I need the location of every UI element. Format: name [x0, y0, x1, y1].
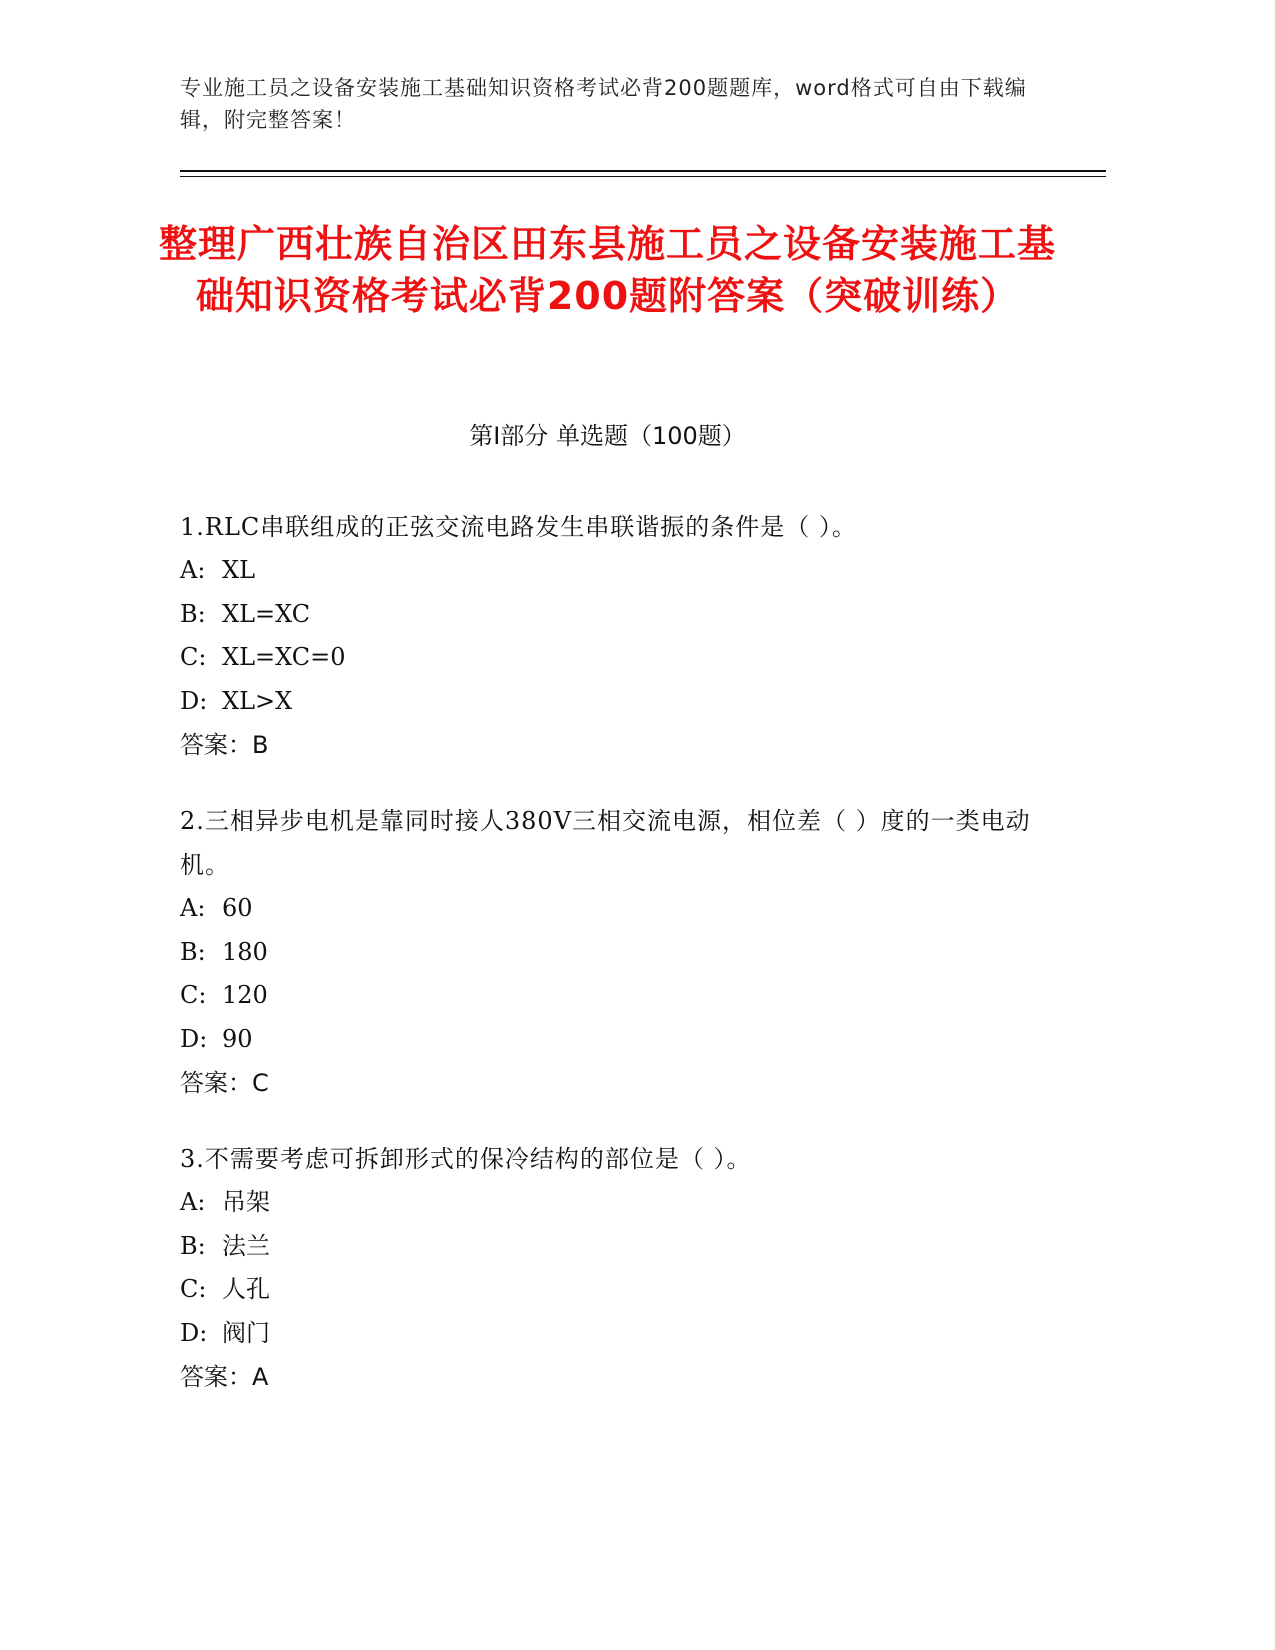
option-b — [180, 593, 1060, 637]
question-item — [180, 505, 1060, 767]
option-letter: B: — [180, 937, 206, 966]
section-title: 第Ⅰ部分 单选题（100题） — [469, 422, 746, 450]
header-rule-thick — [180, 170, 1106, 172]
header-note: 专业施工员之设备安装施工基础知识资格考试必背200题题库，word格式可自由下载编辑，附完整答案！ — [180, 76, 1027, 132]
option-d — [180, 1018, 1060, 1062]
option-letter: B: — [180, 599, 206, 628]
answer-value: A — [252, 1363, 269, 1391]
option-letter: D: — [180, 1318, 208, 1347]
answer-label: 答案： — [180, 1069, 252, 1097]
option-text: 阀门 — [222, 1318, 270, 1347]
option-text: XL>X — [222, 686, 293, 715]
answer-line — [180, 1355, 1060, 1399]
document-title: 整理广西壮族自治区田东县施工员之设备安装施工基础知识资格考试必背200题附答案（突破训练） — [158, 222, 1056, 318]
option-c — [180, 974, 1060, 1018]
option-letter: A: — [180, 1188, 206, 1216]
option-a — [180, 549, 1060, 593]
option-b — [180, 1225, 1060, 1269]
option-text: 60 — [222, 894, 253, 922]
option-letter: A: — [180, 556, 206, 584]
option-text: 180 — [222, 937, 268, 966]
answer-label: 答案： — [180, 731, 252, 759]
answer-value: B — [252, 731, 269, 759]
header-rule-thin — [180, 176, 1106, 177]
question-stem: 3.不需要考虑可拆卸形式的保冷结构的部位是（ ）。 — [180, 1145, 752, 1173]
option-c — [180, 1268, 1060, 1312]
option-letter: C: — [180, 981, 207, 1009]
option-a — [180, 1181, 1060, 1225]
option-text: XL=XC — [222, 599, 311, 628]
option-text: 人孔 — [222, 1275, 270, 1303]
option-letter: D: — [180, 686, 208, 715]
answer-line — [180, 1061, 1060, 1105]
option-text: 90 — [222, 1024, 253, 1053]
answer-label: 答案： — [180, 1363, 252, 1391]
option-c — [180, 636, 1060, 680]
option-letter: C: — [180, 643, 207, 671]
option-letter: C: — [180, 1275, 207, 1303]
question-stem: 2.三相异步电机是靠同时接人380V三相交流电源，相位差（ ）度的一类电动机。 — [180, 807, 1031, 879]
option-d — [180, 680, 1060, 724]
option-text: XL — [222, 556, 256, 584]
option-text: 法兰 — [222, 1231, 270, 1260]
question-item — [180, 799, 1060, 1105]
option-b — [180, 931, 1060, 975]
option-text: XL=XC=0 — [222, 643, 346, 671]
option-text: 吊架 — [222, 1188, 270, 1216]
question-item — [180, 1137, 1060, 1399]
option-text: 120 — [222, 981, 268, 1009]
option-letter: D: — [180, 1024, 208, 1053]
answer-line — [180, 723, 1060, 767]
option-letter: B: — [180, 1231, 206, 1260]
option-d — [180, 1312, 1060, 1356]
option-a — [180, 887, 1060, 931]
question-list — [180, 505, 1060, 1431]
question-stem: 1.RLC串联组成的正弦交流电路发生串联谐振的条件是（ ）。 — [180, 513, 857, 541]
option-letter: A: — [180, 894, 206, 922]
answer-value: C — [252, 1069, 269, 1097]
